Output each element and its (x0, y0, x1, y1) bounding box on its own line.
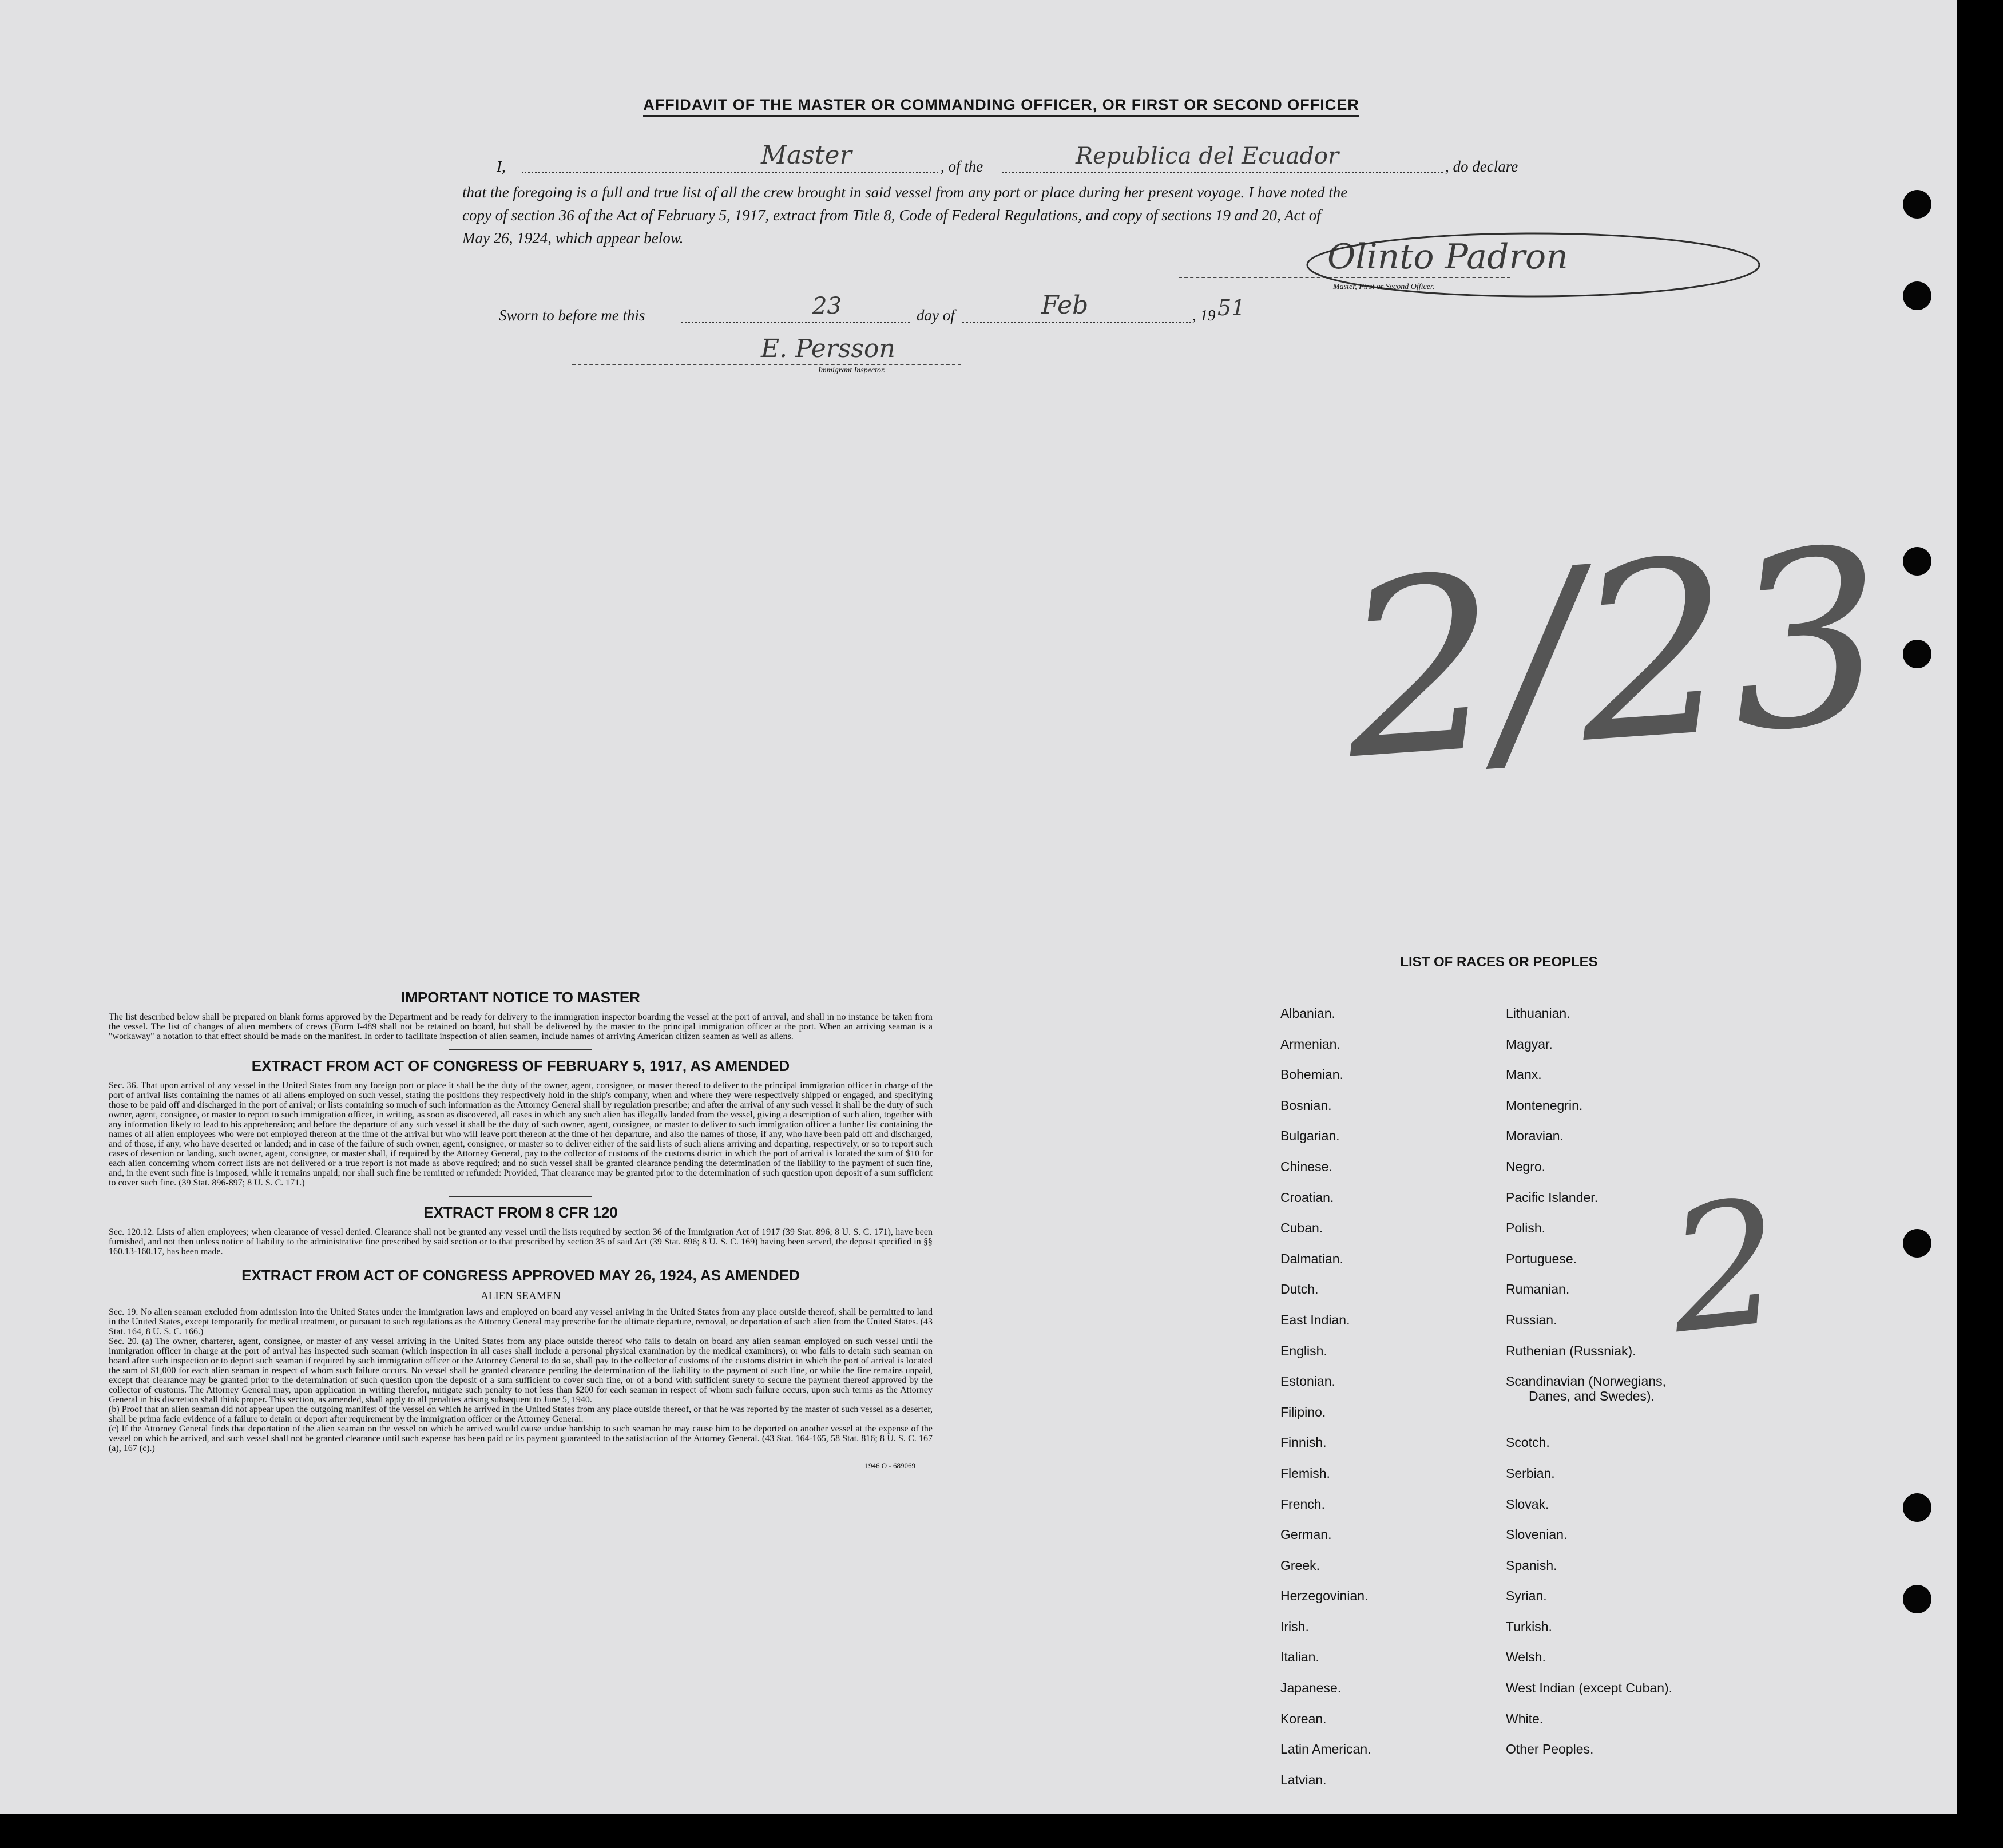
race-item: Bosnian. (1280, 1097, 1332, 1113)
race-item: Syrian. (1506, 1588, 1547, 1604)
race-item: Armenian. (1280, 1036, 1340, 1052)
race-item: Bulgarian. (1280, 1128, 1340, 1144)
of-the-label: , of the (941, 158, 983, 175)
race-item: East Indian. (1280, 1312, 1350, 1327)
race-item: Herzegovinian. (1280, 1588, 1369, 1604)
affidavit-title: AFFIDAVIT OF THE MASTER OR COMMANDING OFFICER, OR FIRST OR SECOND OFFICER (400, 96, 1602, 114)
punch-hole (1903, 640, 1931, 668)
race-item: Polish. (1506, 1220, 1546, 1236)
race-item: Serbian. (1506, 1465, 1555, 1481)
sworn-label: Sworn to before me this (499, 307, 645, 324)
pencil-count-annotation: 2 (1660, 1161, 1790, 1373)
affidavit-line-3: copy of section 36 of the Act of February 5, 1917, extract from Title 8, Code of Federal Regulations, and copy of sections 19 and 20, Act of (462, 207, 1321, 224)
notice-title: IMPORTANT NOTICE TO MASTER (401, 989, 640, 1006)
race-item: Moravian. (1506, 1128, 1564, 1144)
race-item: Slovak. (1506, 1496, 1549, 1512)
race-item: Irish. (1280, 1619, 1309, 1634)
separator (449, 1196, 592, 1197)
race-item: Spanish. (1506, 1557, 1557, 1573)
race-item: Filipino. (1280, 1404, 1326, 1419)
vessel-name-handwriting: Republica del Ecuador (1076, 143, 1339, 169)
race-item: Turkish. (1506, 1619, 1552, 1634)
affidavit-line-2: that the foregoing is a full and true list of all the crew brought in said vessel from any port or place during her present voyage. I have noted the (462, 184, 1348, 201)
punch-hole (1903, 547, 1931, 576)
day-of-label: day of (917, 307, 955, 324)
race-item: Italian. (1280, 1649, 1319, 1665)
race-item: Pacific Islander. (1506, 1189, 1599, 1205)
punch-hole (1903, 281, 1931, 310)
sec-20a-text: Sec. 20. (a) The owner, charterer, agent, consignee, or master of any vessel arriving in the United States from any place outside thereof who fails to detain on board any alien seaman employed on such vessel until the immigration officer in charge at the port of arrival has inspected such seaman (which inspection in all cases shall include a personal physical examination by the medical examiners), or who fails to detain such seaman on board after such inspection or to deport such seaman if required by such immigration officer or the Attorney General to do so, shall pay to the collector of customs of the customs district in which the port of arrival is located the sum of $1,000 for each alien seaman in respect of whom such failure occurs. No vessel shall be granted clearance pending the determination of the liability to the payment of such fine, or while the fine remains unpaid, except that clearance may be granted prior to the determination of such question upon the deposit of a sum sufficient to cover such fine, or of a bond with sufficient surety to secure the payment thereof approved by the collector of customs. The Attorney General may, upon application in writing therefor, mitigate such penalty to not less than $200 for each seaman in respect of whom such failure occurs, upon such terms as the Attorney General in his discretion shall think proper. This section, as amended, shall apply to all penalties arising subsequent to June 5, 1940. (109, 1337, 933, 1405)
race-item: Slovenian. (1506, 1527, 1568, 1542)
notice-column (109, 989, 933, 1470)
race-item: Bohemian. (1280, 1067, 1343, 1082)
race-item: Montenegrin. (1506, 1097, 1583, 1113)
punch-hole (1903, 1493, 1931, 1522)
race-item: Magyar. (1506, 1036, 1553, 1052)
race-item: Greek. (1280, 1557, 1320, 1573)
race-item: Portuguese. (1506, 1251, 1577, 1266)
separator (449, 1049, 592, 1050)
day-line (681, 322, 910, 323)
print-code: 1946 O - 689069 (864, 1461, 915, 1470)
inspector-signature: E. Persson (761, 334, 895, 363)
race-item: West Indian (except Cuban). (1506, 1680, 1673, 1696)
race-item: Finnish. (1280, 1435, 1327, 1450)
punch-hole (1903, 1585, 1931, 1613)
race-item: Dalmatian. (1280, 1251, 1343, 1266)
extract-cfr-title: EXTRACT FROM 8 CFR 120 (423, 1204, 618, 1221)
do-declare-label: , do declare (1445, 158, 1518, 175)
race-item: Russian. (1506, 1312, 1557, 1327)
inspector-line (572, 364, 961, 365)
race-item: Dutch. (1280, 1282, 1319, 1297)
race-item: Latvian. (1280, 1772, 1327, 1787)
sec-20c-text: (c) If the Attorney General finds that deportation of the alien seaman on the vessel on which he arrived would cause undue hardship to such seaman he may cause him to be deported on another vessel at the expense of the vessel on which he arrived, and such vessel shall not be granted clearance until such expense has been paid or its payment guaranteed to the satisfaction of the Attorney General. (43 Stat. 164-165, 58 Stat. 816; 8 U. S. C. 167 (a), 167 (c).) (109, 1424, 933, 1453)
affidavit-line-4: May 26, 1924, which appear below. (462, 229, 684, 247)
race-item: Welsh. (1506, 1649, 1546, 1665)
pencil-date-annotation: 2/23 (1335, 496, 1894, 814)
race-item: Latin American. (1280, 1742, 1371, 1757)
day-handwriting: 23 (812, 293, 842, 319)
races-title: LIST OF RACES OR PEOPLES (1400, 954, 1598, 970)
sec-19-text: Sec. 19. No alien seaman excluded from admission into the United States under the immigration laws and employed on board any vessel arriving in the United States from any place outside thereof, shall be permitted to land in the United States, except temporarily for medical treatment, or pursuant to such regulations as the Attorney General may prescribe for the ultimate departure, removal, or deportation of such alien from the United States. (43 Stat. 164, 8 U. S. C. 166.) (109, 1307, 933, 1337)
race-item: White. (1506, 1711, 1544, 1726)
race-item: German. (1280, 1527, 1332, 1542)
year-prefix: , 19 (1192, 307, 1216, 324)
month-line (962, 322, 1191, 323)
race-item: Estonian. (1280, 1374, 1335, 1389)
master-rank-handwriting: Master (761, 141, 852, 170)
extract-1924-title: EXTRACT FROM ACT OF CONGRESS APPROVED MAY 26, 1924, AS AMENDED (241, 1267, 800, 1284)
race-item: Manx. (1506, 1067, 1542, 1082)
year-handwriting: 51 (1217, 295, 1246, 320)
sec-20b-text: (b) Proof that an alien seaman did not appear upon the outgoing manifest of the vessel on which he arrived in the United States from any place outside thereof, or that he was reported by the master of such vessel as a deserter, shall be prima facie evidence of a failure to detain or deport after requirement by the immigration officer or the Attorney General. (109, 1405, 933, 1424)
race-item: Japanese. (1280, 1680, 1342, 1696)
extract-cfr-text: Sec. 120.12. Lists of alien employees; when clearance of vessel denied. Clearance shall not be granted any vessel until the lists required by section 36 of the Immigration Act of 1917 (39 Stat. 896; 8 U. S. C. 171), have been furnished, and not then unless notice of liability to the administrative fine prescribed by said section or to that prescribed by section 35 of said Act (39 Stat. 896; 8 U. S. C. 169) having been served, the deposit specified in §§ 160.13-160.17, has been made. (109, 1227, 933, 1256)
master-signature: Olinto Padron (1327, 237, 1568, 277)
race-item: Ruthenian (Russniak). (1506, 1343, 1636, 1358)
notice-text: The list described below shall be prepared on blank forms approved by the Department and be ready for delivery to the immigration inspector boarding the vessel at the port of arrival, and shall in no instance be taken from the vessel. The list of changes of alien members of crews (Form I-489 shall not be retained on board, but shall be delivered by the master to the principal immigration officer at the port. When an arriving seaman is a "workaway" a notation to that effect should be made on the manifest. In order to facilitate inspection of alien seamen, include names of arriving American citizen seamen as well as aliens. (109, 1012, 933, 1041)
race-item: Korean. (1280, 1711, 1327, 1726)
races-column-1 (1280, 1006, 1371, 1803)
master-rank-line (522, 172, 938, 173)
race-item: Albanian. (1280, 1006, 1335, 1021)
race-item: English. (1280, 1343, 1327, 1358)
affidavit-i-label: I, (497, 158, 506, 175)
race-item: Flemish. (1280, 1465, 1330, 1481)
race-item: Danes, and Swedes). (1529, 1389, 1655, 1404)
inspector-caption: Immigrant Inspector. (818, 366, 886, 375)
race-item: Chinese. (1280, 1159, 1332, 1174)
month-handwriting: Feb (1041, 291, 1089, 320)
race-item: French. (1280, 1496, 1325, 1512)
race-item: Scandinavian (Norwegians, (1506, 1374, 1666, 1389)
race-item: Cuban. (1280, 1220, 1323, 1236)
punch-hole (1903, 190, 1931, 219)
race-item: Negro. (1506, 1159, 1546, 1174)
punch-hole (1903, 1229, 1931, 1258)
race-item: Scotch. (1506, 1435, 1550, 1450)
race-item: Lithuanian. (1506, 1006, 1570, 1021)
race-item: Croatian. (1280, 1189, 1334, 1205)
extract-1924-subtitle: ALIEN SEAMEN (481, 1290, 561, 1302)
signature-caption: Master, First or Second Officer. (1333, 283, 1435, 291)
race-item (1506, 1405, 1672, 1435)
extract-1917-text: Sec. 36. That upon arrival of any vessel in the United States from any foreign port or place it shall be the duty of the owner, agent, consignee, or master thereof to deliver to the principal immigration officer in charge of the port of arrival lists containing the names of all aliens employed on such vessel, stating the positions they respectively hold in the ship's company, when and where they were respectively shipped or engaged, and specifying those to be paid off and discharged in the port of arrival; or lists containing so much of such information as the Attorney General shall by regulation prescribe; and after the arrival of any such vessel it shall be the duty of such owner, agent, consignee, or master to report to such immigration officer, in writing, as soon as discovered, all cases in which any such alien has illegally landed from the vessel, giving a description of such alien, together with any information likely to lead to his apprehension; and before the departure of any such vessel it shall be the duty of such owner, agent, consignee, or master to deliver to such immigration officer a further list containing the names of all alien employees who were not employed thereon at the time of the arrival but who will leave port thereon at the time of her departure, and also the names of those, if any, who have been paid off and discharged, and of those, if any, who have deserted or landed; and in case of the failure of such owner, agent, consignee, or master so to deliver either of the said lists of such aliens arriving and departing, respectively, or so to report such cases of desertion or landing, such owner, agent, consignee, or master shall, if required by the Attorney General, pay to the collector of customs of the customs district in which the port of arrival is located the sum of $10 for each alien concerning whom correct lists are not delivered or a true report is not made as above required; and no such vessel shall be granted clearance pending the determination of the liability to the payment of such fine, and, in the event such fine is imposed, while it remains unpaid; nor shall such fine be remitted or refunded: Provided, That clearance may be granted prior to the determination of such question upon deposit of a sum sufficient to cover such fine. (39 Stat. 896-897; 8 U. S. C. 171.) (109, 1081, 933, 1188)
vessel-name-line (1002, 172, 1443, 173)
race-item: Other Peoples. (1506, 1742, 1594, 1757)
extract-1917-title: EXTRACT FROM ACT OF CONGRESS OF FEBRUARY 5, 1917, AS AMENDED (251, 1057, 790, 1074)
races-column-2 (1506, 1006, 1672, 1772)
race-item: Rumanian. (1506, 1282, 1570, 1297)
